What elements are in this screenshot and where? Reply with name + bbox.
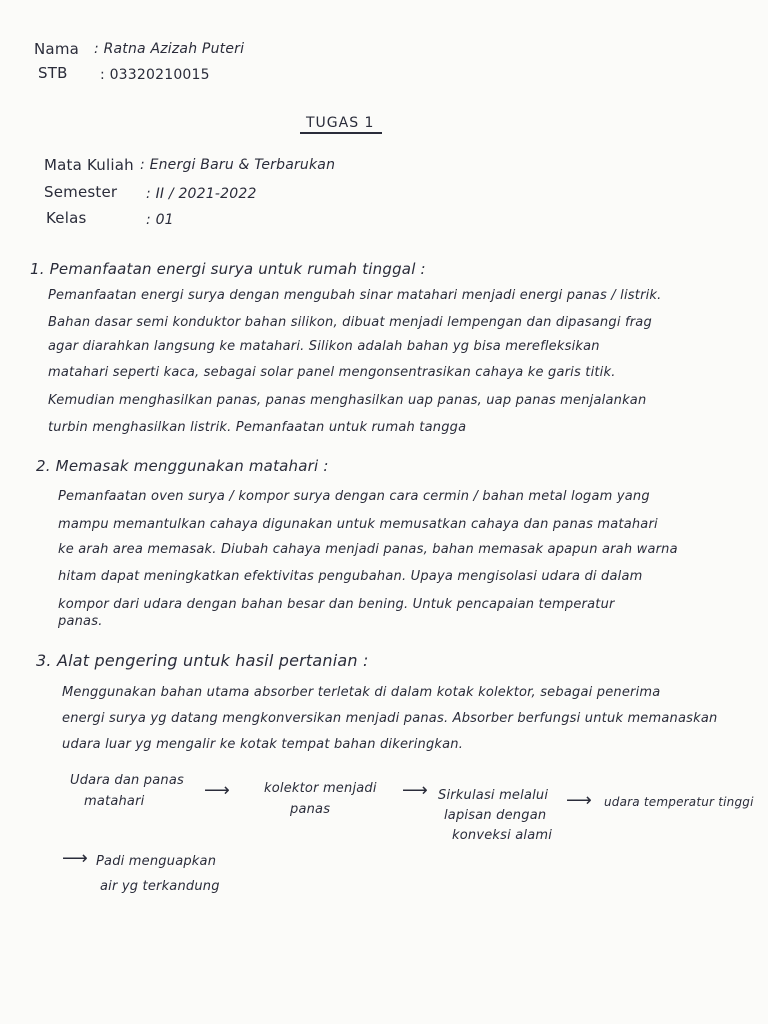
flow-step-4: udara temperatur tinggi [604,795,754,809]
matkul-value: : Energi Baru & Terbarukan [140,157,336,173]
section-1-line: matahari seperti kaca, sebagai solar panel mengonsentrasikan cahaya ke garis titik. [48,365,616,380]
section-3-line: Menggunakan bahan utama absorber terletak di dalam kotak kolektor, sebagai penerima [62,685,661,700]
section-2-heading: 2. Memasak menggunakan matahari : [36,457,329,475]
nama-label: Nama [34,40,80,58]
section-1-line: turbin menghasilkan listrik. Pemanfaatan untuk rumah tangga [48,420,467,435]
kelas-label: Kelas [46,209,87,227]
flow-arrow: ⟶ [204,780,230,801]
kelas-value: : 01 [146,212,174,228]
section-3-heading: 3. Alat pengering untuk hasil pertanian : [36,651,369,670]
title-underline [300,132,382,134]
section-1-line: agar diarahkan langsung ke matahari. Silikon adalah bahan yg bisa merefleksikan [48,339,600,354]
flow-arrow: ⟶ [402,780,428,801]
flow-step-3-line: Sirkulasi melalui [438,788,549,803]
section-2-line: mampu memantulkan cahaya digunakan untuk memusatkan cahaya dan panas matahari [58,517,658,532]
section-2-line: panas. [58,614,103,629]
section-1-line: Pemanfaatan energi surya dengan mengubah sinar matahari menjadi energi panas / listrik. [48,288,662,303]
stb-label: STB [38,64,68,82]
semester-value: : II / 2021-2022 [146,186,257,202]
flow-step-5-line: Padi menguapkan [96,854,217,869]
page-title: TUGAS 1 [306,115,375,131]
flow-step-2-line: panas [290,802,331,817]
matkul-label: Mata Kuliah [44,156,134,174]
section-1-line: Bahan dasar semi konduktor bahan silikon, dibuat menjadi lempengan dan dipasangi frag [48,315,652,330]
section-2-line: Pemanfaatan oven surya / kompor surya dengan cara cermin / bahan metal logam yang [58,489,650,504]
flow-step-1-line: Udara dan panas [70,773,184,788]
flow-step-5-line: air yg terkandung [100,879,220,894]
flow-arrow: ⟶ [566,790,592,811]
stb-value: : 03320210015 [100,67,210,83]
nama-value: : Ratna Azizah Puteri [94,41,245,57]
section-2-line: hitam dapat meningkatkan efektivitas pengubahan. Upaya mengisolasi udara di dalam [58,569,643,584]
flow-step-1-line: matahari [84,794,145,809]
section-3-line: energi surya yg datang mengkonversikan menjadi panas. Absorber berfungsi untuk memanaskan [62,711,718,726]
flow-step-3-line: lapisan dengan [444,808,547,823]
section-3-line: udara luar yg mengalir ke kotak tempat bahan dikeringkan. [62,737,464,752]
flow-step-3-line: konveksi alami [452,828,553,843]
flow-arrow: ⟶ [62,848,88,869]
section-2-line: ke arah area memasak. Diubah cahaya menjadi panas, bahan memasak apapun arah warna [58,542,678,557]
section-1-line: Kemudian menghasilkan panas, panas menghasilkan uap panas, uap panas menjalankan [48,393,647,408]
section-2-line: kompor dari udara dengan bahan besar dan bening. Untuk pencapaian temperatur [58,597,615,612]
flow-step-2-line: kolektor menjadi [264,781,377,796]
semester-label: Semester [44,183,118,201]
section-1-heading: 1. Pemanfaatan energi surya untuk rumah tinggal : [30,260,426,278]
